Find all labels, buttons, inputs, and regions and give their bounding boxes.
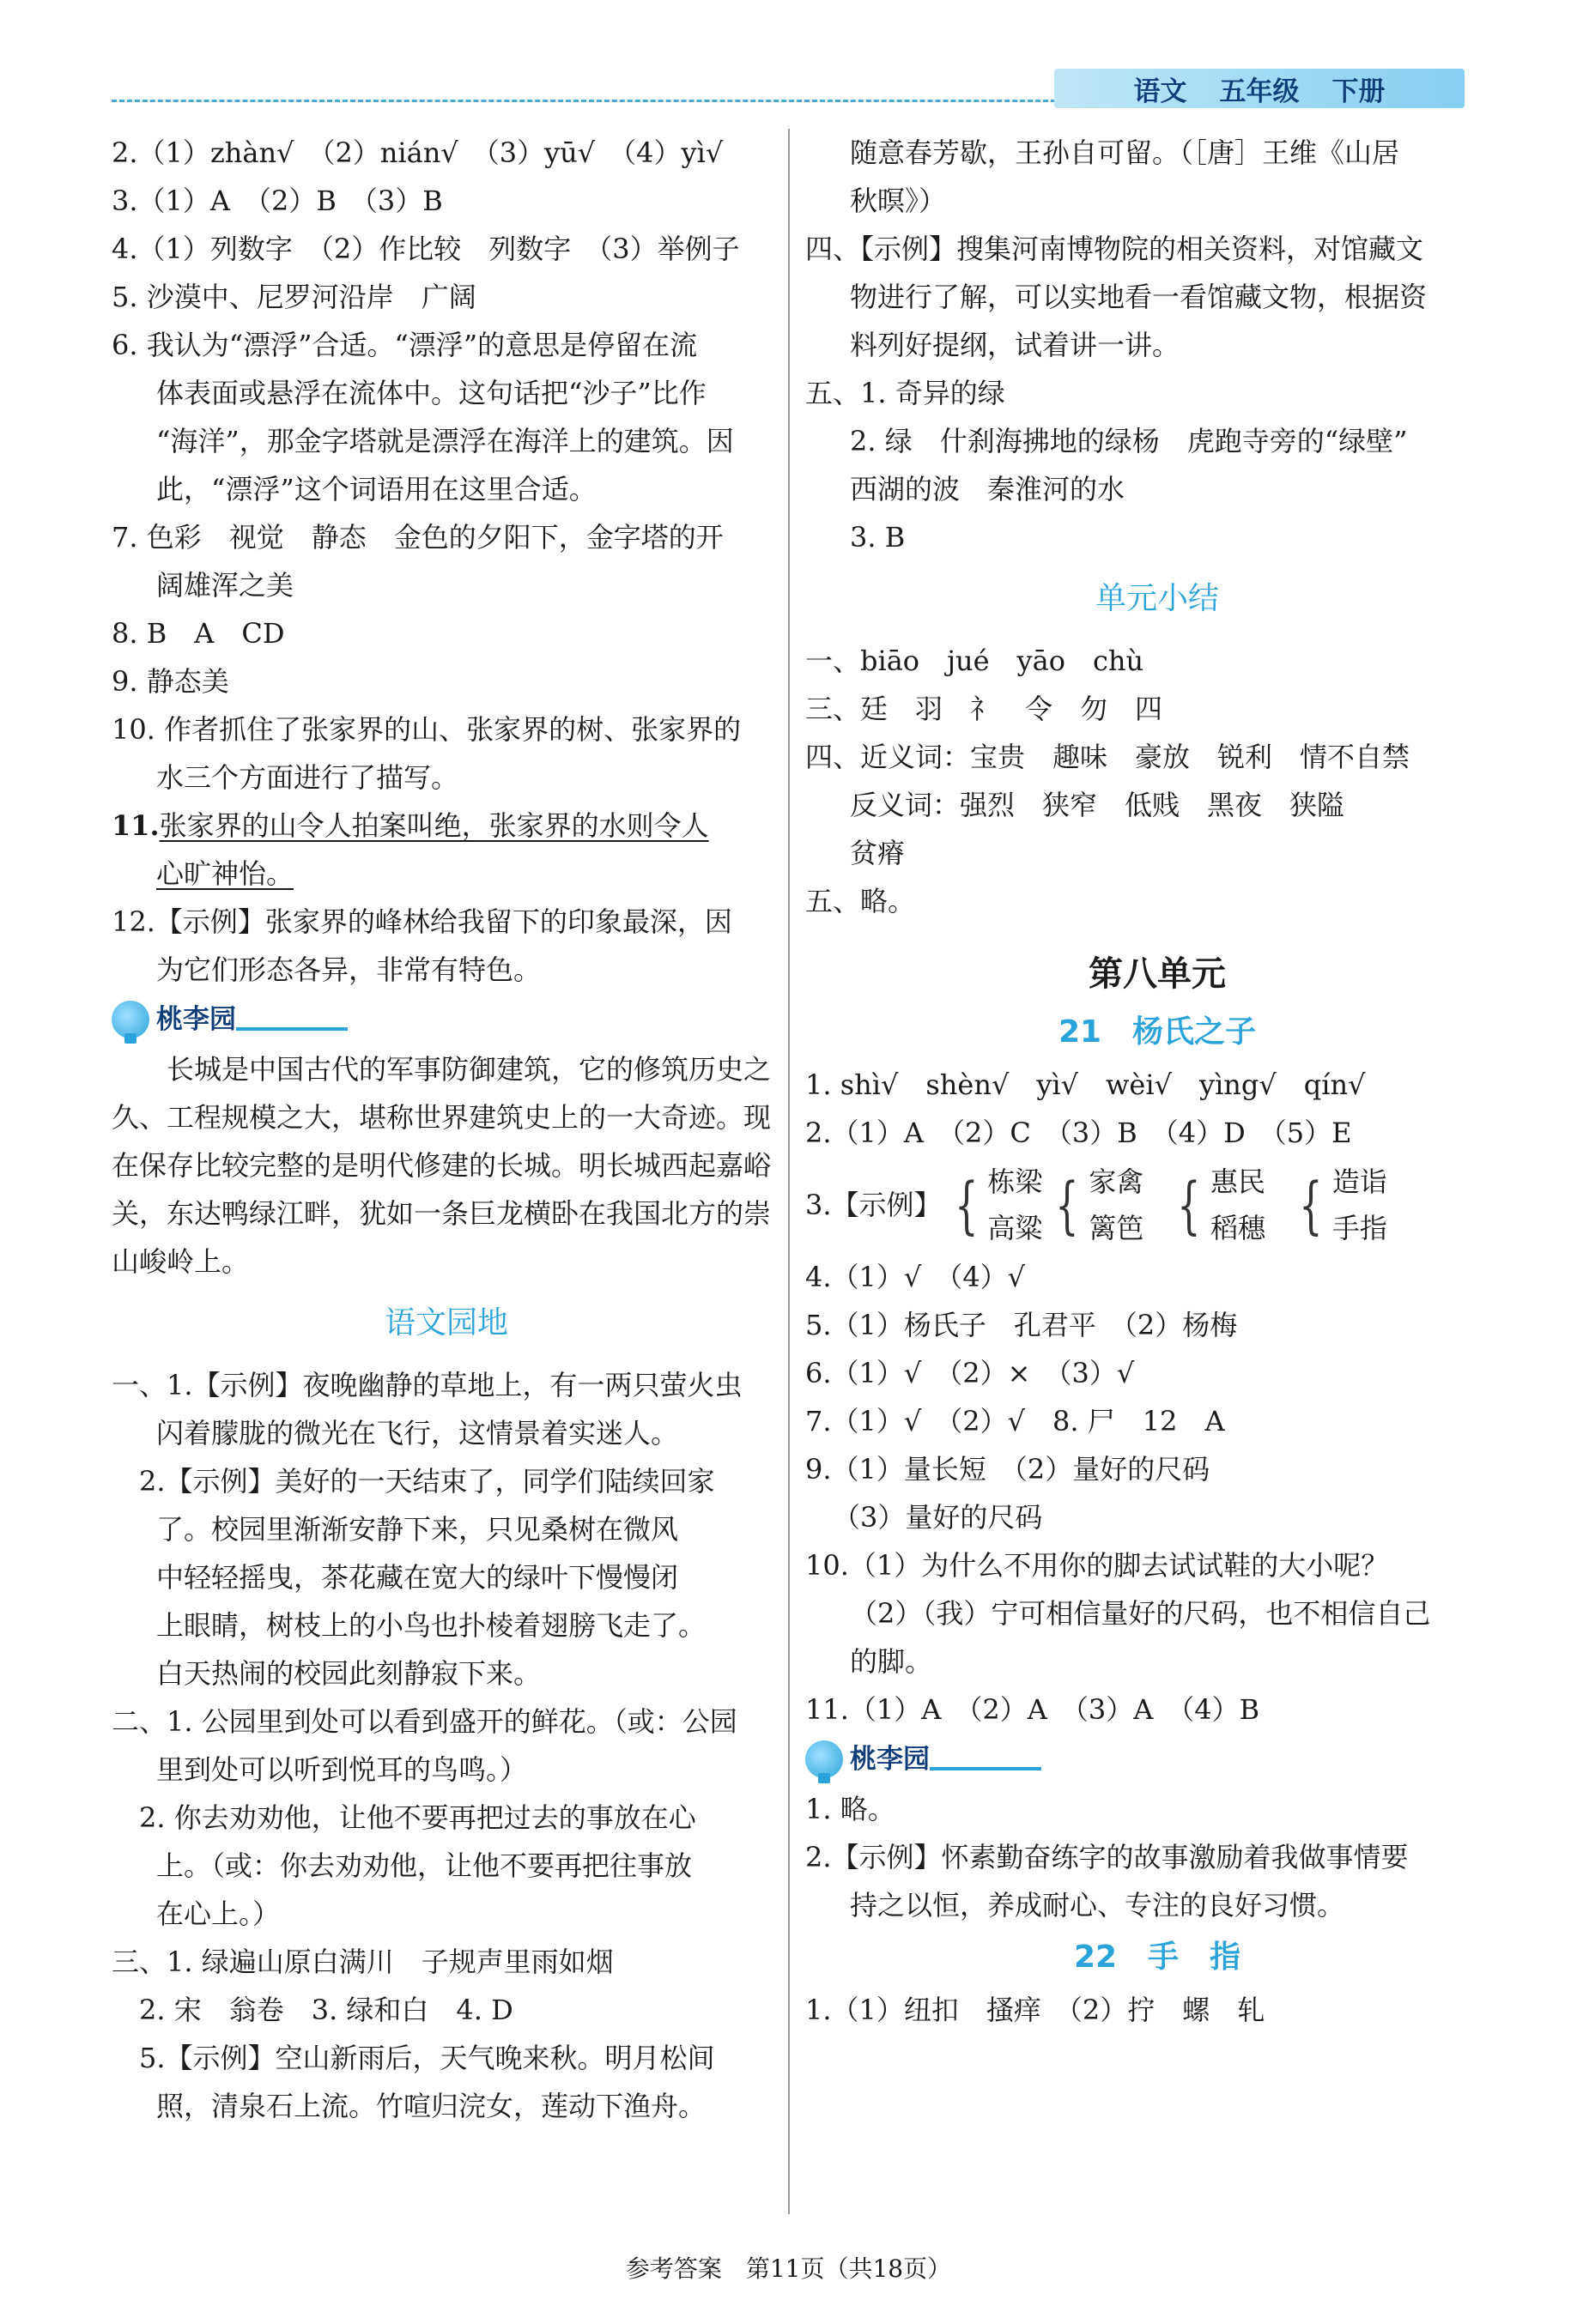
lesson-21-answers-b	[805, 1253, 1509, 1734]
answer-row: 9. 静态美	[112, 665, 229, 698]
q12-row-2: 为它们形态各异，非常有特色。	[156, 953, 542, 986]
answer-row: 三、1. 绿遍山原白满川 子规声里雨如烟	[112, 1946, 614, 1978]
answer-row: 了。校园里渐渐安静下来，只见桑树在微风	[156, 1513, 679, 1546]
answer-row: 上。（或：你去劝劝他，让他不要再把往事放	[156, 1849, 693, 1882]
unit-eight-title: 第八单元	[1089, 953, 1226, 994]
answer-row: 1. shì√ shèn√ yì√ wèi√ yìng√ qín√	[805, 1068, 1366, 1101]
answer-row: 2.【示例】怀素勤奋练字的故事激励着我做事情要	[805, 1841, 1409, 1873]
answer-row: 一、1.【示例】夜晚幽静的草地上，有一两只萤火虫	[112, 1369, 743, 1401]
yuwen-garden-title: 语文园地	[384, 1305, 508, 1341]
answer-row: 1. 略。	[805, 1793, 895, 1825]
answer-row: 上眼睛，树枝上的小鸟也扑棱着翅膀飞走了。	[156, 1609, 707, 1642]
taoliyuan-title: 桃李园	[156, 1004, 236, 1035]
taoliyuan-answers	[805, 1785, 1509, 1929]
answer-row: 里到处可以听到悦耳的鸟鸣。）	[156, 1753, 528, 1786]
taoliyuan-title: 桃李园	[850, 1744, 930, 1775]
brace-group-3: { 惠民 稻穗	[1169, 1159, 1265, 1251]
answer-row: （3）量好的尺码	[833, 1501, 1043, 1534]
q11-line2: 心旷神怡。	[156, 857, 294, 890]
answer-row: 6. 我认为“漂浮”合适。“漂浮”的意思是停留在流	[112, 329, 698, 361]
answer-row: 照，清泉石上流。竹喧归浣女，莲动下渔舟。	[156, 2090, 707, 2122]
answer-row: 9.（1）量长短 （2）量好的尺码	[805, 1453, 1210, 1486]
answer-row: 水三个方面进行了描写。	[156, 761, 459, 794]
word: 手指	[1331, 1212, 1387, 1244]
page-footer: 参考答案 第11页（共18页）	[625, 2254, 952, 2283]
lightbulb-icon	[805, 1740, 843, 1778]
answer-row: 反义词：强烈 狭窄 低贱 黑夜 狭隘	[850, 789, 1345, 821]
word: 篱笆	[1089, 1212, 1144, 1244]
q11-label: 11.	[112, 809, 160, 842]
answer-row: 中轻轻摇曳，茶花藏在宽大的绿叶下慢慢闭	[156, 1561, 679, 1594]
answer-row: 2. 宋 翁卷 3. 绿和白 4. D	[139, 1994, 513, 2026]
unit-summary-title: 单元小结	[1095, 581, 1219, 616]
word: 家禽	[1089, 1165, 1144, 1198]
lightbulb-icon	[112, 1001, 149, 1038]
lesson-22-answers	[805, 1986, 1509, 2034]
q12-row: 12.【示例】张家界的峰林给我留下的印象最深，因	[112, 905, 732, 938]
heading-underline	[236, 1027, 348, 1031]
answer-row: 持之以恒，养成耐心、专注的良好习惯。	[850, 1889, 1345, 1922]
yuwen-garden-answers	[112, 1361, 781, 2130]
answer-row: 体表面或悬浮在流体中。这句话把“沙子”比作	[156, 377, 707, 409]
answer-row: 2.（1）A （2）C （3）B （4）D （5）E	[805, 1117, 1352, 1149]
heading-underline	[930, 1767, 1041, 1770]
answer-row: 3. B	[850, 521, 906, 554]
answer-row: 秋暝》）	[850, 185, 947, 217]
answer-row: 1.（1）纽扣 搔痒 （2）拧 螺 轧	[805, 1994, 1265, 2026]
header-tab	[1054, 69, 1465, 108]
answer-row: 二、1. 公园里到处可以看到盛开的鲜花。（或：公园	[112, 1705, 737, 1738]
answer-row: 2.（1）zhàn√ （2）nián√ （3）yū√ （4）yì√	[112, 136, 724, 169]
answer-row: 7. 色彩 视觉 静态 金色的夕阳下，金字塔的开	[112, 521, 724, 554]
taoliyuan-heading-left	[112, 994, 781, 1045]
answer-row: 8. B A CD	[112, 617, 285, 650]
right-answers-top	[805, 129, 1509, 561]
answer-row: 物进行了解，可以实地看一看馆藏文物，根据资	[850, 281, 1428, 313]
answer-row: 5. 沙漠中、尼罗河沿岸 广阔	[112, 281, 476, 313]
answer-row: 在心上。）	[156, 1897, 281, 1930]
answer-row: 三、廷 羽 礻 令 勿 四	[805, 693, 1163, 725]
brace-group-4: { 造诣 手指	[1291, 1159, 1387, 1251]
taoliyuan-heading-right	[805, 1734, 1509, 1785]
q11-row-2	[112, 850, 781, 898]
word: 惠民	[1210, 1165, 1266, 1198]
answer-row: 闪着朦胧的微光在飞行，这情景着实迷人。	[156, 1417, 679, 1449]
brace-group-2: { 家禽 篱笆	[1047, 1159, 1143, 1251]
word: 稻穗	[1210, 1212, 1266, 1244]
lesson-21-title: 21 杨氏之子	[1058, 1014, 1257, 1050]
answer-row: 四、【示例】搜集河南博物院的相关资料，对馆藏文	[805, 233, 1424, 265]
lesson-22-title: 22 手 指	[1073, 1940, 1241, 1975]
lesson-21-answers-a	[805, 1061, 1509, 1157]
answer-row: 西湖的波 秦淮河的水	[850, 473, 1125, 505]
brace-group-1: { 栋梁 高粱	[947, 1159, 1043, 1251]
answer-row: 一、biāo jué yāo chù	[805, 645, 1144, 677]
left-column	[112, 129, 781, 2130]
answer-row: 10.（1）为什么不用你的脚去试试鞋的大小呢？	[805, 1549, 1389, 1582]
answer-row: 3.（1）A （2）B （3）B	[112, 185, 443, 217]
answer-row: 4.（1）列数字 （2）作比较 列数字 （3）举例子	[112, 233, 740, 265]
header-volume: 下册	[1331, 76, 1386, 107]
answer-row: 11.（1）A （2）A （3）A （4）B	[805, 1693, 1260, 1726]
answer-row: “海洋”，那金字塔就是漂浮在海洋上的建筑。因	[156, 425, 734, 457]
answer-row: 随意春芳歇，王孙自可留。（［唐］王维《山居	[850, 136, 1400, 169]
answer-row: 5.【示例】空山新雨后，天气晚来秋。明月松间	[139, 2042, 715, 2074]
unit-summary-answers	[805, 637, 1509, 925]
answer-row: 五、1. 奇异的绿	[805, 377, 1005, 409]
answer-row: 四、近义词：宝贵 趣味 豪放 锐利 情不自禁	[805, 741, 1410, 773]
answer-row: 贫瘠	[850, 837, 906, 869]
q3-brace-row	[805, 1157, 1509, 1253]
taoliyuan-paragraph: 长城是中国古代的军事防御建筑，它的修筑历史之久、工程规模之大，堪称世界建筑史上的一大奇迹。现在保存比较完整的是明代修建的长城。明长城西起嘉峪关，东达鸭绿江畔，犹如一条巨龙横卧在我国北方的崇山峻岭上。	[112, 1053, 772, 1278]
answer-row: 五、略。	[805, 885, 916, 917]
answer-row: 白天热闹的校园此刻静寂下来。	[156, 1657, 542, 1690]
header-subject: 语文	[1133, 76, 1187, 107]
answer-row: 2. 绿 什刹海拂地的绿杨 虎跑寺旁的“绿壁”	[850, 425, 1408, 457]
answer-row: 2.【示例】美好的一天结束了，同学们陆续回家	[139, 1465, 715, 1498]
q11-row	[112, 802, 781, 850]
answer-row: 此，“漂浮”这个词语用在这里合适。	[156, 473, 597, 505]
q3-label: 3.【示例】	[805, 1189, 942, 1221]
answer-row: 2. 你去劝劝他，让他不要再把过去的事放在心	[139, 1801, 696, 1834]
answer-row: 4.（1）√ （4）√	[805, 1261, 1026, 1293]
word: 栋梁	[987, 1165, 1043, 1198]
right-column	[805, 129, 1509, 2034]
header-dashed-line	[112, 100, 1056, 102]
answer-row: 10. 作者抓住了张家界的山、张家界的树、张家界的	[112, 713, 742, 746]
column-divider	[788, 129, 790, 2214]
answer-row: 6.（1）√ （2）× （3）√	[805, 1357, 1135, 1389]
left-answers-top	[112, 129, 781, 802]
answer-row: 料列好提纲，试着讲一讲。	[850, 329, 1180, 361]
answer-row: 阔雄浑之美	[156, 569, 294, 602]
header-grade: 五年级	[1219, 76, 1300, 107]
answer-row: 5.（1）杨氏子 孔君平 （2）杨梅	[805, 1309, 1238, 1341]
q11-line1: 张家界的山令人拍案叫绝，张家界的水则令人	[159, 809, 709, 842]
word: 高粱	[987, 1212, 1043, 1244]
answer-row: 的脚。	[850, 1645, 933, 1678]
answer-row: 7.（1）√ （2）√ 8. 尸 12 A	[805, 1405, 1225, 1437]
answer-row: （2）（我）宁可相信量好的尺码，也不相信自己	[850, 1597, 1431, 1630]
word: 造诣	[1331, 1165, 1387, 1198]
